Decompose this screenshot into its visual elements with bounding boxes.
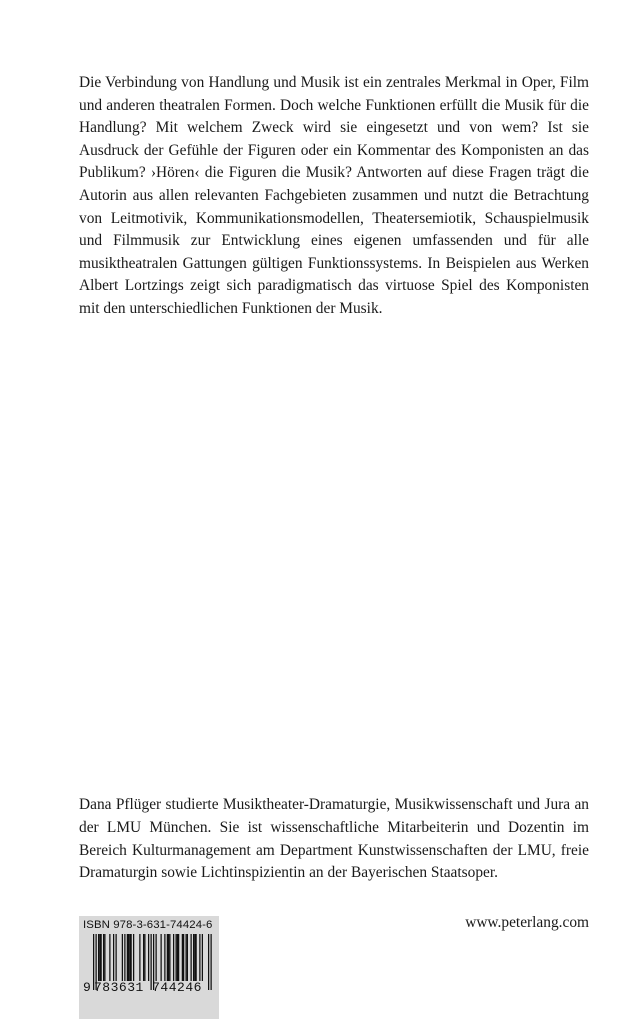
barcode-bar xyxy=(116,934,117,981)
barcode-bar xyxy=(169,934,170,981)
barcode-bar xyxy=(127,934,128,981)
barcode-bar xyxy=(98,934,99,981)
barcode-bar xyxy=(128,934,129,981)
barcode-bar xyxy=(133,934,134,981)
barcode-bar xyxy=(131,934,132,981)
barcode-bar xyxy=(199,934,200,981)
book-blurb: Die Verbindung von Handlung und Musik ist ein zentrales Merkmal in Oper, Film und anderen theatralen Formen. Doch welche Funktionen erfüllt die Musik für die Handlung? Mit welchem Zweck wird sie eingesetzt und von wem? Ist sie Ausdruck der Gefühle der Figuren oder ein Kommentar des Komponisten an das Publikum? ›Hören‹ die Figuren die Musik? Antworten auf diese Fragen trägt die Autorin aus allen relevanten Fachgebieten zusammen und nutzt die Betrachtung von Leitmotivik, Kommunikationsmodellen, Theatersemiotik, Schauspielmusik und Filmmusik zur Entwicklung eines eigenen umfassenden und für alle musiktheatralen Gattungen gültigen Funktionssystems. In Beispielen aus Werken Albert Lortzings zeigt sich paradigmatisch das virtuose Spiel des Komponisten mit den unterschiedlichen Funktionen der Musik. xyxy=(79,74,589,317)
barcode-bar xyxy=(124,934,125,981)
barcode-bar xyxy=(173,934,174,981)
isbn-barcode-box xyxy=(79,916,219,1019)
barcode-bar xyxy=(103,934,104,981)
barcode-bar xyxy=(122,934,123,981)
barcode-bar xyxy=(187,934,188,981)
barcode-bar xyxy=(167,934,168,981)
barcode-bar xyxy=(208,934,209,990)
barcode-bar xyxy=(101,934,102,981)
barcode-bar xyxy=(194,934,195,981)
barcode-digits: 783631 744246 xyxy=(94,980,202,995)
barcode-bar xyxy=(202,934,203,981)
barcode-bar xyxy=(191,934,192,981)
barcode-bar xyxy=(164,934,165,981)
barcode-bar xyxy=(186,934,187,981)
barcode-bar xyxy=(177,934,178,981)
barcode-bar xyxy=(156,934,157,981)
barcode-bar xyxy=(143,934,144,981)
barcode-bar xyxy=(99,934,100,981)
barcode-bar xyxy=(161,934,162,981)
barcode-bar xyxy=(168,934,169,981)
barcode-bar xyxy=(144,934,145,981)
barcode-bar xyxy=(148,934,149,981)
barcode-bar xyxy=(139,934,140,981)
barcode-bar xyxy=(176,934,177,981)
barcode-bar xyxy=(196,934,197,981)
barcode-bar xyxy=(178,934,179,981)
barcode-bar xyxy=(113,934,114,981)
barcode-bar xyxy=(211,934,212,990)
barcode-bar xyxy=(183,934,184,981)
barcode-first-digit: 9 xyxy=(83,980,91,995)
barcode-bar xyxy=(129,934,130,981)
barcode-bar xyxy=(182,934,183,981)
isbn-label: ISBN 978-3-631-74424-6 xyxy=(83,919,213,931)
publisher-website: www.peterlang.com xyxy=(465,914,589,931)
barcode-bar xyxy=(109,934,110,981)
barcode-bar xyxy=(104,934,105,981)
author-bio: Dana Pflüger studierte Musiktheater-Dramaturgie, Musikwissenschaft und Jura an der LMU München. Sie ist wissenschaftliche Mitarbeiterin und Dozentin im Bereich Kulturmanagement am Department Kunstwissenschaften der LMU, freie Dramaturgin sowie Lichtinspizientin an der Bayerischen Staatsoper. xyxy=(79,796,589,882)
barcode-bar xyxy=(193,934,194,981)
